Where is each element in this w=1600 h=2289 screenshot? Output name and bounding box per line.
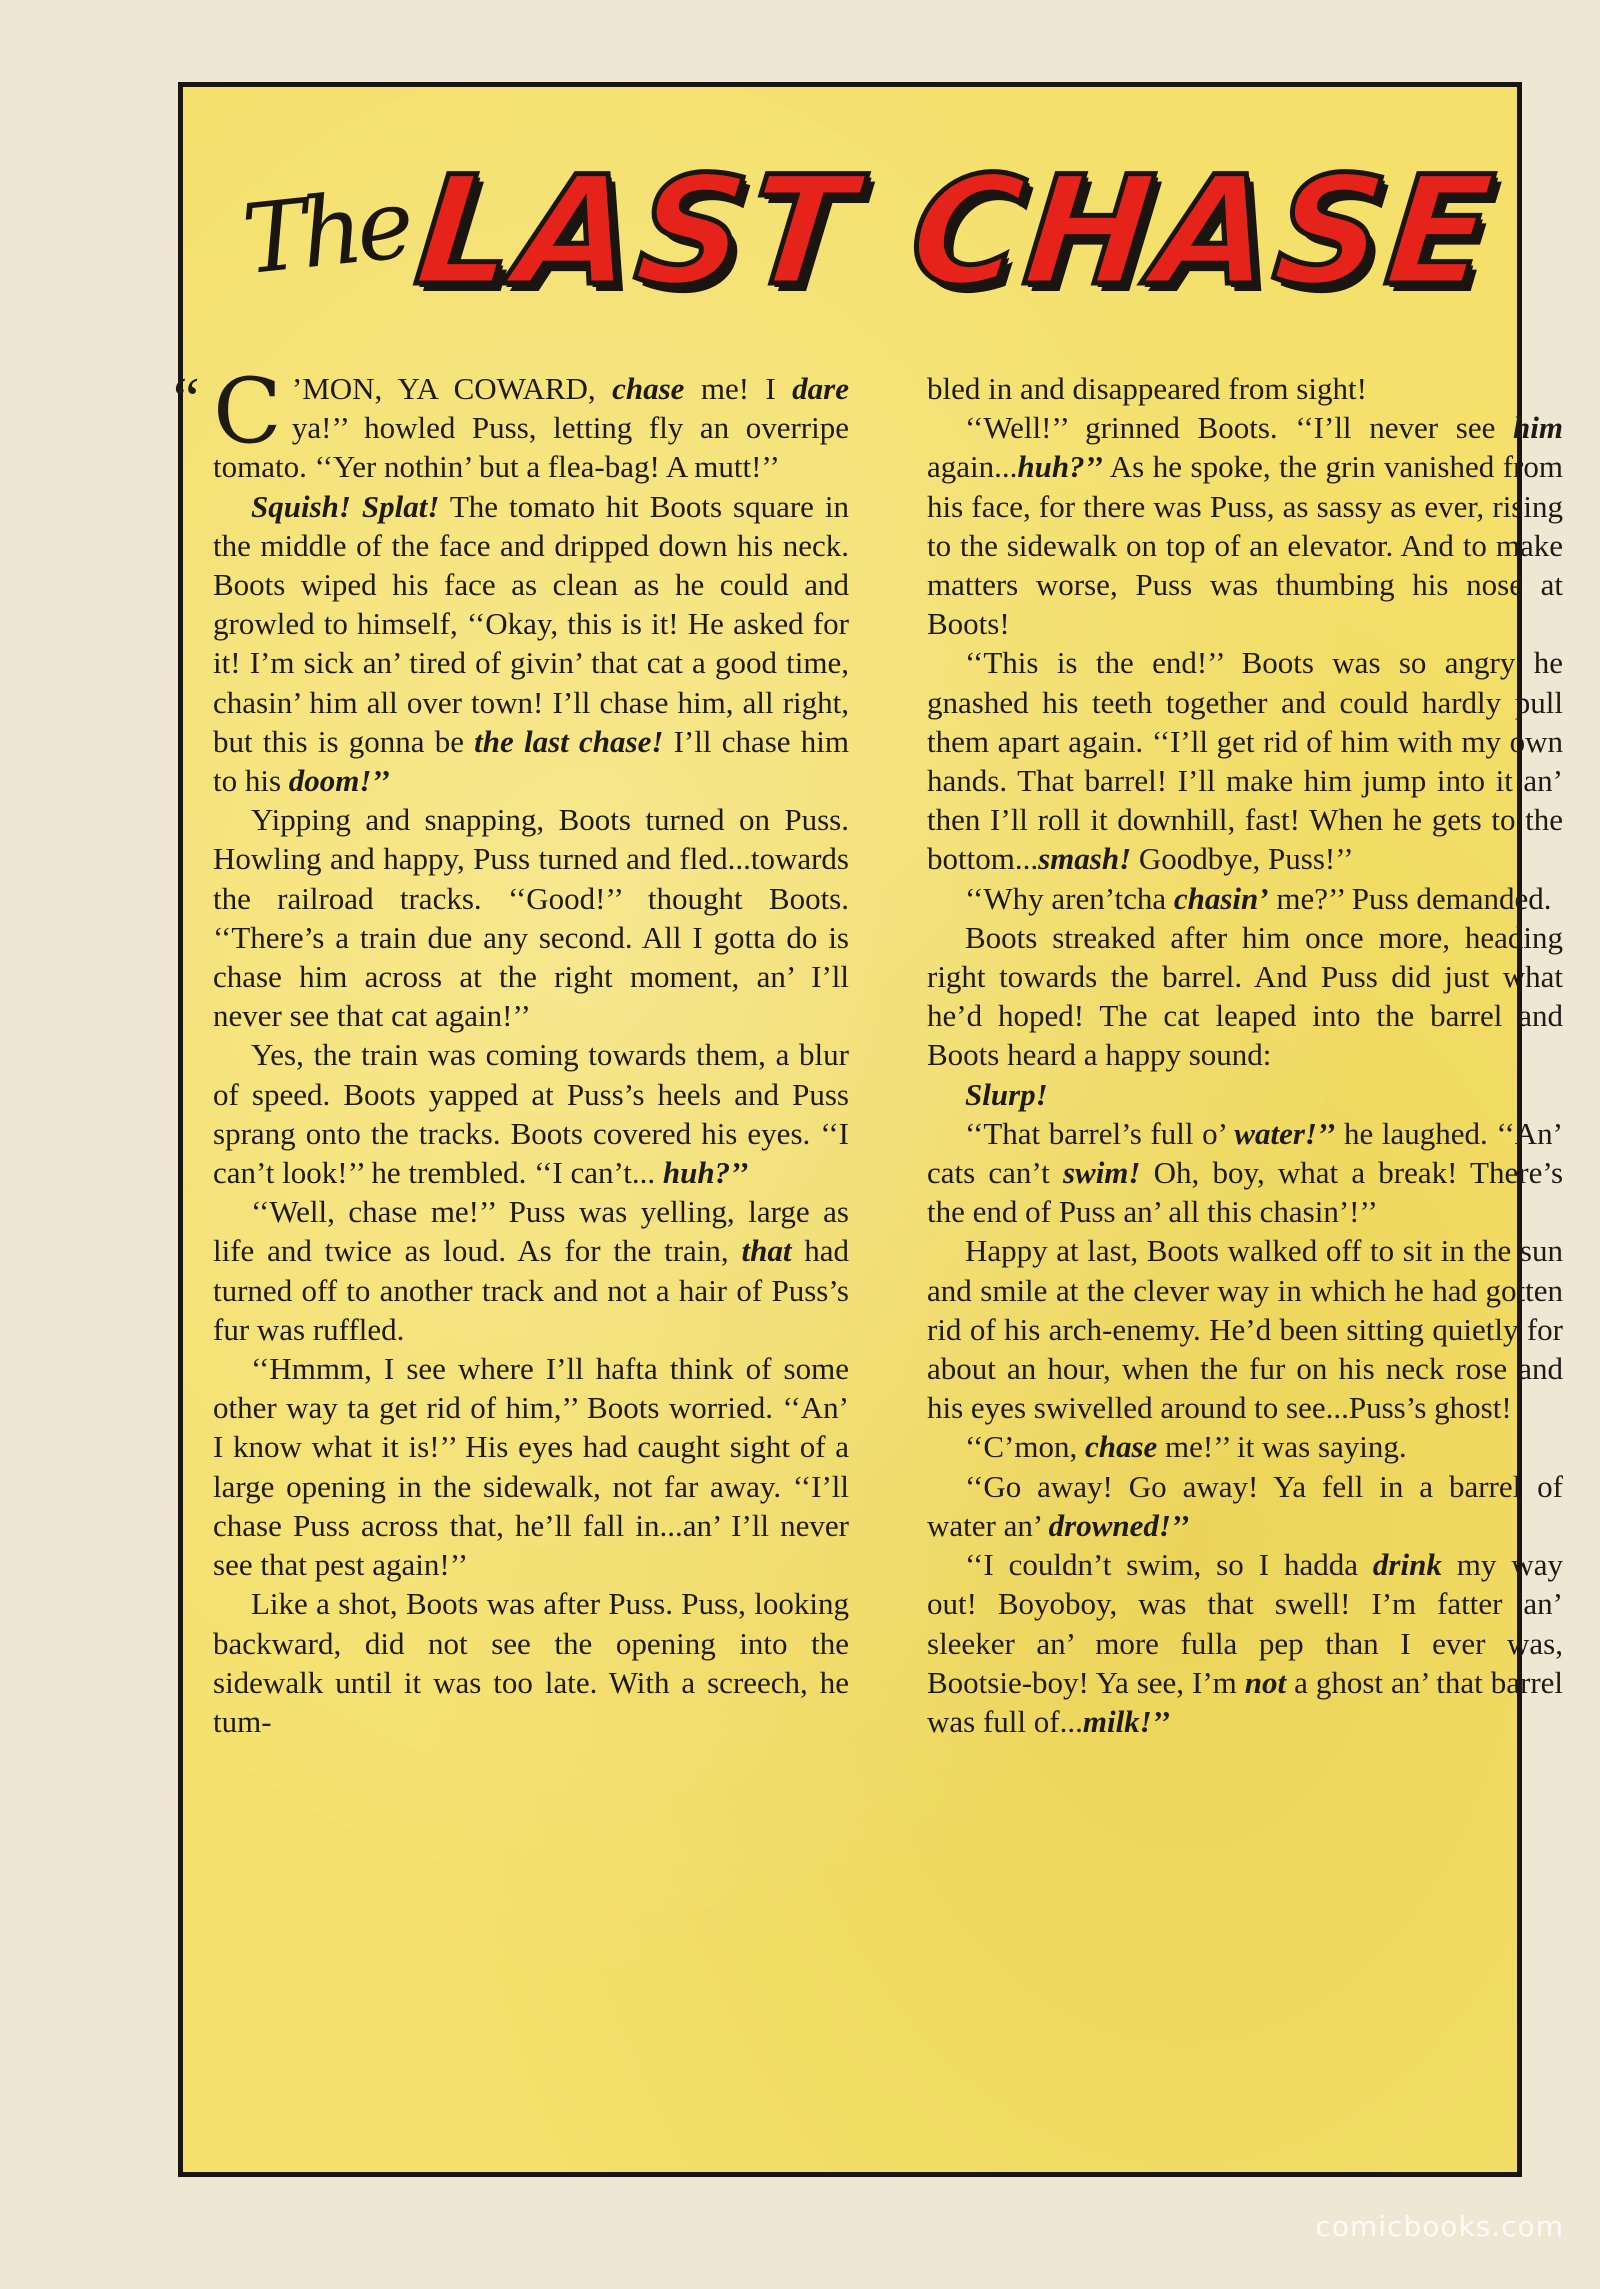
story-paragraph: ‘‘That barrel’s full o’ water!’’ he laughed. ‘‘An’ cats can’t swim! Oh, boy, what a break! There’s the end of Puss an’ all this chasin’!’’ (927, 1115, 1564, 1230)
story-paragraph: Boots streaked after him once more, heading right towards the barrel. And Puss did just what he’d hoped! The cat leaped into the barrel and Boots heard a happy sound: (927, 919, 1563, 1073)
story-paragraph: ’MON, YA COWARD, chase me! I dare ya!’’ howled Puss, letting fly an overripe tomato. ‘‘Yer nothin’ but a flea-bag! A mutt!’’ (213, 371, 849, 485)
title-prefix: The (237, 167, 414, 297)
story-paragraph: ‘‘C’mon, chase me!’’ it was saying. (965, 1429, 1407, 1465)
opening-quote-mark: “ (173, 366, 200, 432)
story-paragraph: ‘‘Go away! Go away! Ya fell in a barrel of water an’ drowned!’’ (927, 1468, 1563, 1543)
right-column (927, 369, 1563, 1741)
left-column (173, 359, 850, 1741)
story-paragraph: ‘‘Why aren’tcha chasin’ me?’’ Puss demanded. (965, 880, 1552, 916)
story-paragraph: ‘‘I couldn’t swim, so I hadda drink my way out! Boyoboy, was that swell! I’m fatter an’ sleeker an’ more fulla pep than I ever was, Bootsie-boy! Ya see, I’m not a ghost an’ that barrel was full of...milk!’’ (927, 1547, 1564, 1739)
story-paragraph: Like a shot, Boots was after Puss. Puss, looking backward, did not see the opening into the sidewalk until it was too late. With a screech, he tum- (213, 1586, 849, 1739)
story-paragraph: ‘‘This is the end!’’ Boots was so angry he gnashed his teeth together and could hardly pull them apart again. ‘‘I’ll get rid of him with my own hands. That barrel! I’ll make him jump into it an’ then I’ll roll it downhill, fast! When he gets to the bottom...smash! Goodbye, Puss!’’ (927, 645, 1563, 877)
right-column-body (927, 369, 1563, 1741)
story-paragraph: ‘‘Hmmm, I see where I’ll hafta think of some other way ta get rid of him,’’ Boots worried. ‘‘An’ I know what it is!’’ His eyes had caught sight of a large opening in the sidewalk, not far away. ‘‘I’ll chase Puss across that, he’ll fall in...an’ I’ll never see that pest again!’’ (213, 1351, 849, 1583)
story-title (237, 117, 1504, 347)
site-watermark: comicbooks.com (1315, 2210, 1564, 2243)
story-paragraph: Squish! Splat! The tomato hit Boots square in the middle of the face and dripped down his neck. Boots wiped his face as clean as he could and growled to himself, ‘‘Okay, this is it! He asked for it! I’m sick an’ tired of givin’ that cat a good time, chasin’ him all over town! I’ll chase him, all right, but this is gonna be the last chase! I’ll chase him to his doom!’’ (213, 488, 849, 799)
story-paragraph: Yes, the train was coming towards them, a blur of speed. Boots yapped at Puss’s heels and Puss sprang onto the tracks. Boots covered his eyes. ‘‘I can’t look!’’ he trembled. ‘‘I can’t... huh?’’ (213, 1037, 849, 1191)
story-paragraph: Yipping and snapping, Boots turned on Puss. Howling and happy, Puss turned and fled...towards the railroad tracks. ‘‘Good!’’ thought Boots. ‘‘There’s a train due any second. All I gotta do is chase him across at the right moment, an’ I’ll never see that cat again!’’ (213, 802, 849, 1034)
drop-cap: C (213, 359, 282, 464)
story-paragraph: bled in and disappeared from sight! (927, 371, 1367, 406)
text-columns (173, 359, 1564, 1741)
title-main: LAST CHASE (408, 145, 1504, 319)
story-paragraph: Happy at last, Boots walked off to sit in the sun and smile at the clever way in which he had gotten rid of his arch-enemy. He’d been sitting quietly for about an hour, when the fur on his neck rose and his eyes swivelled around to see...Puss’s ghost! (927, 1233, 1563, 1426)
story-paragraph: Slurp! (965, 1076, 1048, 1112)
story-paragraph: ‘‘Well!’’ grinned Boots. ‘‘I’ll never see him again...huh?’’ As he spoke, the grin vanished from his face, for there was Puss, as sassy as ever, rising to the sidewalk on top of an elevator. And to make matters worse, Puss was thumbing his nose at Boots! (927, 410, 1563, 642)
story-paragraph: ‘‘Well, chase me!’’ Puss was yelling, large as life and twice as loud. As for the train, that had turned off to another track and not a hair of Puss’s fur was ruffled. (213, 1194, 850, 1347)
left-column-body (213, 359, 850, 1741)
story-page-frame (173, 82, 1564, 2177)
